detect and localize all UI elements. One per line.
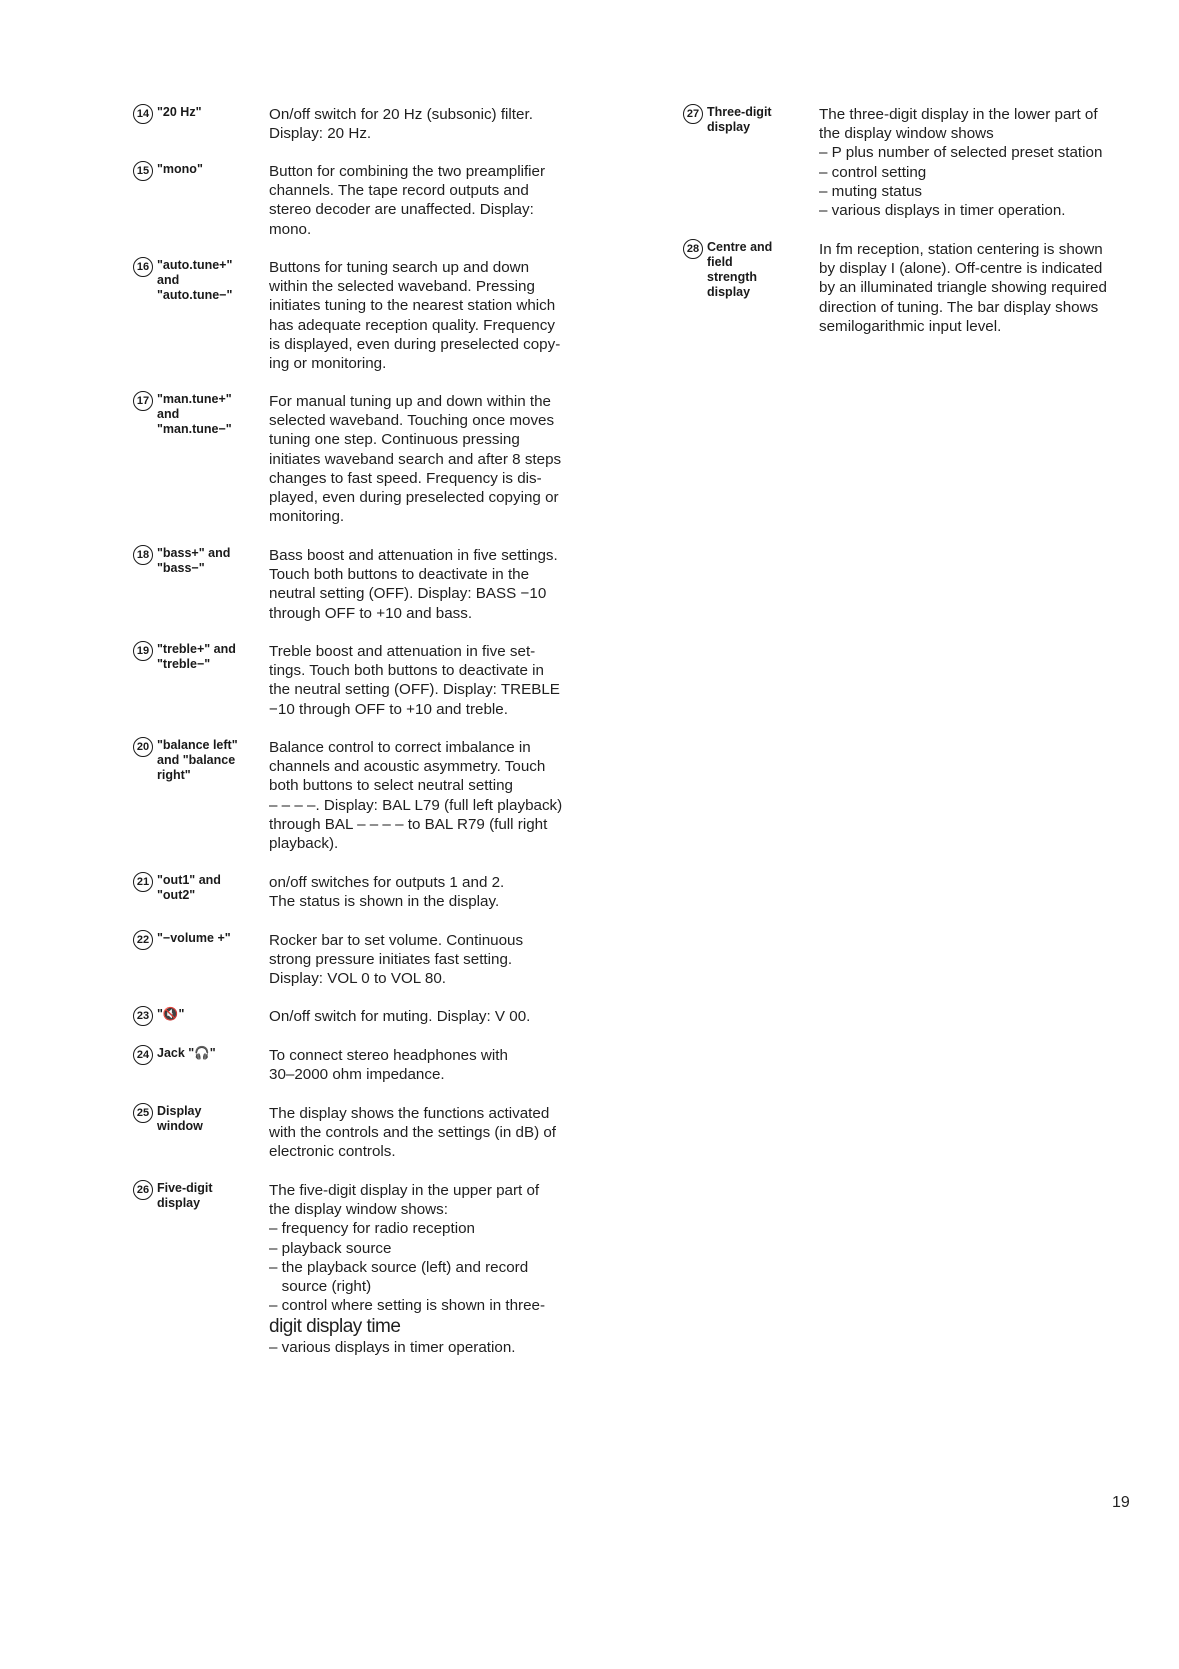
description-line: with the controls and the settings (in dB) of xyxy=(269,1124,557,1142)
description xyxy=(819,240,1107,336)
description-line: – the playback source (left) and record xyxy=(269,1258,529,1276)
control-label: Display window xyxy=(157,1104,203,1133)
description-line: Treble boost and attenuation in five set- xyxy=(269,643,536,660)
description-line: is displayed, even during preselected copy- xyxy=(269,335,561,353)
control-label: "20 Hz" xyxy=(157,105,202,119)
description-line: strong pressure initiates fast setting. xyxy=(269,951,513,969)
description xyxy=(269,105,533,143)
item-number: 22 xyxy=(133,930,153,950)
control-label: "mono" xyxy=(157,162,203,176)
item-number: 27 xyxy=(683,104,703,124)
description xyxy=(269,873,504,911)
description-line: – playback source xyxy=(269,1239,392,1257)
description-line: the display window shows xyxy=(819,125,994,143)
description-line: playback). xyxy=(269,835,339,853)
item-number: 25 xyxy=(133,1103,153,1123)
description-line: stereo decoder are unaffected. Display: xyxy=(269,201,534,219)
description-line: ing or monitoring. xyxy=(269,355,387,373)
description-line: direction of tuning. The bar display shows xyxy=(819,298,1099,316)
description-line: – various displays in timer operation. xyxy=(269,1339,516,1357)
description-line: – various displays in timer operation. xyxy=(819,202,1066,220)
description-line: tuning one step. Continuous pressing xyxy=(269,431,520,449)
description-line: On/off switch for 20 Hz (subsonic) filter. xyxy=(269,106,533,123)
description xyxy=(269,1007,530,1026)
description-line: changes to fast speed. Frequency is dis- xyxy=(269,469,542,487)
description-line: On/off switch for muting. Display: V 00. xyxy=(269,1008,531,1025)
description-line: played, even during preselected copying or xyxy=(269,489,559,507)
description xyxy=(269,642,560,719)
control-label: Centre and field strength display xyxy=(707,240,773,299)
description xyxy=(269,1181,545,1358)
description-line: has adequate reception quality. Frequency xyxy=(269,316,555,334)
description-line: – control setting xyxy=(819,163,927,181)
description-line: Touch both buttons to deactivate in the xyxy=(269,566,530,584)
description-line: Button for combining the two preamplifier xyxy=(269,163,546,180)
description-line: 30–2000 ohm impedance. xyxy=(269,1066,445,1084)
item-number: 16 xyxy=(133,257,153,277)
description-line: by an illuminated triangle showing required xyxy=(819,279,1107,297)
description xyxy=(269,931,523,989)
description xyxy=(269,546,558,623)
description-line: The three-digit display in the lower part of xyxy=(819,106,1098,123)
description-line: – – – –. Display: BAL L79 (full left playback) xyxy=(269,796,563,814)
description-line: For manual tuning up and down within the xyxy=(269,393,551,410)
description-line: Display: 20 Hz. xyxy=(269,125,372,143)
description-line: by display I (alone). Off-centre is indicated xyxy=(819,260,1103,278)
control-label: "out1" and "out2" xyxy=(157,873,221,902)
description-line: Display: VOL 0 to VOL 80. xyxy=(269,970,446,988)
description-line: the display window shows: xyxy=(269,1201,448,1219)
description-line: monitoring. xyxy=(269,508,345,526)
description-line: To connect stereo headphones with xyxy=(269,1047,508,1064)
item-number: 17 xyxy=(133,391,153,411)
description-line: initiates tuning to the nearest station which xyxy=(269,297,556,315)
description-line: through OFF to +10 and bass. xyxy=(269,604,473,622)
description-line: neutral setting (OFF). Display: BASS −10 xyxy=(269,585,547,603)
description-line: −10 through OFF to +10 and treble. xyxy=(269,700,508,718)
description xyxy=(269,738,562,853)
description-line: selected waveband. Touching once moves xyxy=(269,412,555,430)
item-number: 14 xyxy=(133,104,153,124)
item-number: 18 xyxy=(133,545,153,565)
description-line: electronic controls. xyxy=(269,1143,396,1161)
description xyxy=(269,258,560,373)
control-label: "−volume +" xyxy=(157,931,231,945)
description xyxy=(269,162,545,239)
control-label: "bass+" and "bass−" xyxy=(157,546,231,575)
description-line: – P plus number of selected preset station xyxy=(819,144,1103,162)
description-line: initiates waveband search and after 8 steps xyxy=(269,450,562,468)
description-line: the neutral setting (OFF). Display: TREBLE xyxy=(269,681,560,699)
description-line: Buttons for tuning search up and down xyxy=(269,259,530,276)
item-number: 24 xyxy=(133,1045,153,1065)
control-label: Three-digit display xyxy=(707,105,772,134)
item-number: 21 xyxy=(133,872,153,892)
item-number: 26 xyxy=(133,1180,153,1200)
description-line: The status is shown in the display. xyxy=(269,893,500,911)
description-line: – control where setting is shown in three- xyxy=(269,1297,546,1315)
control-label: "auto.tune+" and "auto.tune−" xyxy=(157,258,233,302)
description xyxy=(819,105,1102,220)
description-line: Balance control to correct imbalance in xyxy=(269,739,531,756)
item-number: 15 xyxy=(133,161,153,181)
page-number: 19 xyxy=(1112,1494,1130,1511)
description xyxy=(269,1104,556,1162)
description-line: – frequency for radio reception xyxy=(269,1220,475,1238)
description-line: Bass boost and attenuation in five settings. xyxy=(269,547,558,564)
description-line: In fm reception, station centering is shown xyxy=(819,241,1103,258)
description-line: digit display time xyxy=(269,1316,401,1338)
description-line: Rocker bar to set volume. Continuous xyxy=(269,932,524,949)
description xyxy=(269,1046,508,1084)
description-line: semilogarithmic input level. xyxy=(819,317,1002,335)
item-number: 20 xyxy=(133,737,153,757)
description-line: channels. The tape record outputs and xyxy=(269,182,529,200)
item-number: 23 xyxy=(133,1006,153,1026)
description-line: through BAL – – – – to BAL R79 (full right xyxy=(269,815,548,833)
description-line: – muting status xyxy=(819,182,922,200)
description-line: source (right) xyxy=(269,1278,372,1296)
description-line: mono. xyxy=(269,220,312,238)
control-label-headphones-icon: Jack "🎧" xyxy=(157,1046,216,1060)
description-line: The display shows the functions activated xyxy=(269,1105,550,1122)
description-line: tings. Touch both buttons to deactivate in xyxy=(269,662,544,680)
control-label: Five-digit display xyxy=(157,1181,213,1210)
description-line: both buttons to select neutral setting xyxy=(269,777,514,795)
description-line: on/off switches for outputs 1 and 2. xyxy=(269,874,505,891)
description-line: channels and acoustic asymmetry. Touch xyxy=(269,758,546,776)
control-label: "balance left" and "balance right" xyxy=(157,738,238,782)
control-label-mute-icon: "🔇" xyxy=(157,1007,185,1021)
description xyxy=(269,392,561,526)
item-number: 19 xyxy=(133,641,153,661)
control-label: "man.tune+" and "man.tune−" xyxy=(157,392,232,436)
control-label: "treble+" and "treble−" xyxy=(157,642,236,671)
description-line: within the selected waveband. Pressing xyxy=(269,278,535,296)
item-number: 28 xyxy=(683,239,703,259)
description-line: The five-digit display in the upper part of xyxy=(269,1182,540,1199)
